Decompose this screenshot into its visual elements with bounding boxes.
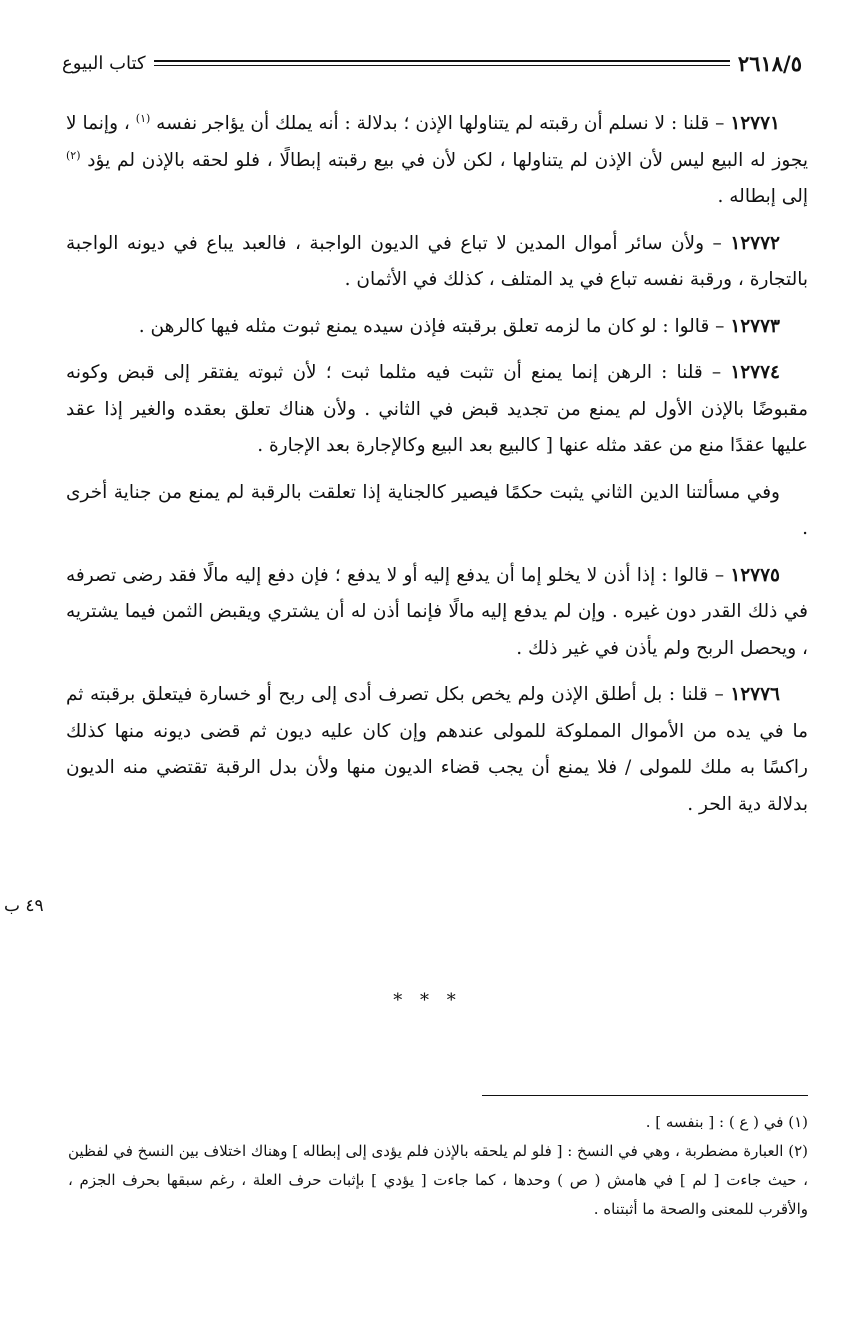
margin-folio-note: ٤٩ ب	[4, 896, 44, 916]
footnote-ref: (١)	[135, 111, 151, 125]
page-header	[62, 48, 802, 78]
page-number: ٢٦١٨/٥	[737, 50, 802, 76]
paragraph-text: – قلنا : بل أطلق الإذن ولم يخص بكل تصرف أدى إلى ربح أو خسارة فيتعلق برقبته ثم ما في يده من الأموال المملوكة للمولى عندهم وإن كان عليه ديون ثم قضى ديونه منها كذلك راكسًا به ملك للمولى / فلا يمنع أن يجب قضاء الديون منها ولأن بدل الرقبة تقتضي منه الديون بدلالة دية الحر .	[66, 684, 808, 815]
paragraph-text: إلى إبطاله .	[717, 186, 808, 207]
issue-number: ١٢٧٧٣	[730, 315, 780, 337]
paragraph-text: وفي مسألتنا الدين الثاني يثبت حكمًا فيصير كالجناية إذا تعلقت بالرقبة لم يمنع من جناية أخرى .	[66, 481, 808, 539]
issue-number: ١٢٧٧٤	[730, 362, 780, 383]
footnote-1: (١) في ( ع ) : [ بنفسه ] .	[645, 1113, 808, 1131]
paragraph-12772	[66, 226, 808, 299]
book-title: كتاب البيوع	[62, 52, 146, 74]
paragraph-text: – ولأن سائر أموال المدين لا تباع في الديون الواجبة ، فالعبد يباع في ديونه الواجبة بالتجارة ، ورقبة نفسه تباع في يد المتلف ، كذلك في الأثمان .	[66, 232, 808, 290]
paragraph-12776	[66, 677, 808, 823]
issue-number: ١٢٧٧٥	[730, 564, 780, 586]
issue-number: ١٢٧٧٦	[730, 684, 780, 705]
footnote-2: (٢) العبارة مضطربة ، وهي في النسخ : [ فلو لم يلحقه بالإذن فلم يؤدى إلى إبطاله ] وهناك اختلاف بين النسخ في لفظين ، حيث جاءت [ لم ] في هامش ( ص ) وحدها ، كما جاءت [ يؤدي ] بإثبات حرف العلة ، رغم سبقها بحرف الجزم ، والأقرب للمعنى والصحة ما أثبتناه .	[68, 1142, 808, 1218]
paragraph-12775	[66, 558, 808, 668]
paragraph-12774	[66, 355, 808, 465]
paragraph-continuation	[66, 475, 808, 548]
main-text	[66, 106, 808, 833]
issue-number: ١٢٧٧٢	[730, 232, 780, 254]
section-separator: * * *	[393, 990, 462, 1011]
paragraph-12773	[66, 309, 808, 346]
paragraph-text: ، وإنما لا يجوز له البيع ليس لأن الإذن لم يتناولها ، لكن لأن في بيع رقبته إبطالًا ، فلو لحقه بالإذن لم يؤد	[66, 113, 808, 171]
paragraph-text: – قلنا : لا نسلم أن رقبته لم يتناولها الإذن ؛ بدلالة : أنه يملك أن يؤاجر نفسه	[150, 113, 731, 134]
footnote-ref: (٢)	[66, 148, 81, 162]
paragraph-text: – قالوا : إذا أذن لا يخلو إما أن يدفع إليه أو لا يدفع ؛ فإن دفع إليه مالًا فقد رضى تصرفه في ذلك القدر دون غيره . وإن لم يدفع إليه مالًا فإنما أذن له أن يشتري ويقبض الثمن فيما يشتريه ، ويحصل الربح ولم يأذن في غير ذلك .	[66, 564, 808, 659]
paragraph-text: – قالوا : لو كان ما لزمه تعلق برقبته فإذن سيده يمنع ثبوت مثله فيها كالرهن .	[138, 315, 731, 337]
paragraph-text: – قلنا : الرهن إنما يمنع أن تثبت فيه مثلما ثبت ؛ لأن ثبوته يفتقر إلى قبض وكونه مقبوضًا بالإذن الأول لم يمنع من تجديد قبض في الثاني . ولأن هناك تعلق بعقده والغير إذا عقد عليها عقدًا منع من عقد مثله عنها [ كالبيع بعد البيع وكالإجارة بعد الإجارة .	[66, 362, 808, 456]
paragraph-12771	[66, 106, 808, 216]
issue-number: ١٢٧٧١	[730, 113, 780, 134]
header-rule	[154, 60, 730, 66]
footnotes	[68, 1108, 808, 1224]
footnote-rule	[482, 1095, 808, 1096]
